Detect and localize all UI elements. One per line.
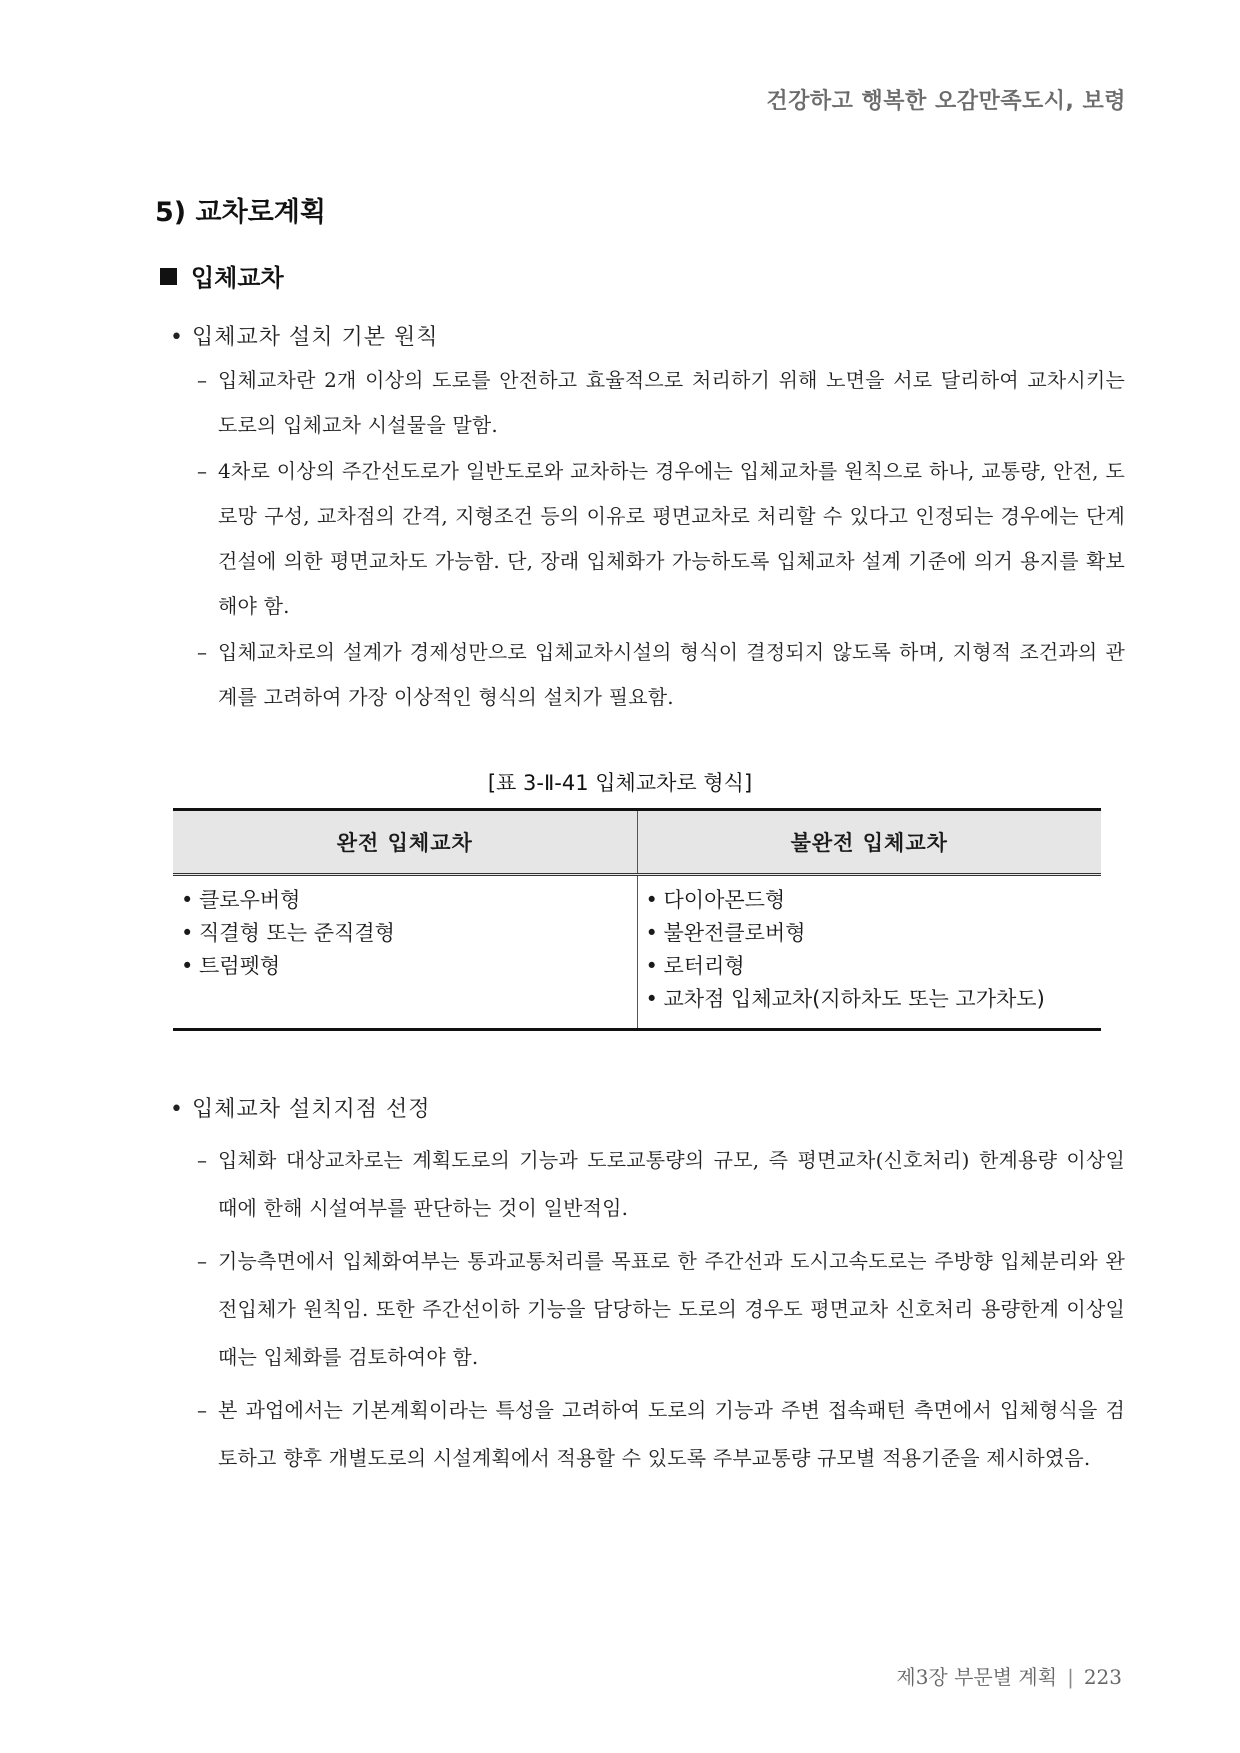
dash-icon: –: [197, 1249, 208, 1273]
table-cell-full: [173, 875, 637, 1030]
dash-item: – 입체교차란 2개 이상의 도로를 안전하고 효율적으로 처리하기 위해 노면을 서로 달리하여 교차시키는 도로의 입체교차 시설물을 말함.: [170, 358, 1125, 448]
bullet-block-site-selection: [170, 1090, 1125, 1487]
bullet-dot-icon: •: [181, 921, 194, 945]
page-number: 223: [1083, 1665, 1122, 1689]
dash-icon: –: [197, 1148, 208, 1172]
page-header-title: 건강하고 행복한 오감만족도시, 보령: [766, 89, 1126, 114]
table-cell-partial: [637, 875, 1101, 1030]
dash-item: – 입체화 대상교차로는 계획도로의 기능과 도로교통량의 규모, 즉 평면교차(신호처리) 한계용량 이상일 때에 한해 시설여부를 판단하는 것이 일반적임.: [170, 1136, 1125, 1232]
bullet-block-principles: [170, 318, 1125, 721]
intersection-type-table: [173, 808, 1101, 1031]
bullet-heading: • 입체교차 설치지점 선정: [170, 1090, 1125, 1130]
table-header-full: 완전 입체교차: [173, 810, 637, 875]
list-item: • 직결형 또는 준직결형: [179, 917, 637, 950]
dash-item: – 기능측면에서 입체화여부는 통과교통처리를 목표로 한 주간선과 도시고속도로는 주방향 입체분리와 완전입체가 원칙임. 또한 주간선이하 기능을 담당하는 도로의 경우도 평면교차 신호처리 용량한계 이상일 때는 입체화를 검토하여야 함.: [170, 1237, 1125, 1381]
bullet-dot-icon: •: [645, 888, 658, 912]
dash-icon: –: [197, 1398, 208, 1422]
list-item: • 클로우버형: [179, 884, 637, 917]
subsection-title: 입체교차: [191, 264, 284, 292]
list-item: • 다이아몬드형: [644, 884, 1102, 917]
bullet-dot-icon: •: [181, 888, 194, 912]
bullet-dot-icon: •: [645, 921, 658, 945]
bullet-dot-icon: •: [645, 954, 658, 978]
dash-icon: –: [197, 640, 208, 664]
bullet-dot-icon: •: [645, 987, 658, 1011]
list-item: • 교차점 입체교차(지하차도 또는 고가차도): [644, 983, 1102, 1016]
dash-icon: –: [197, 459, 208, 483]
table-row: [173, 875, 1101, 1030]
table-caption: [표 3-Ⅱ-41 입체교차로 형식]: [487, 771, 753, 795]
dash-icon: –: [197, 368, 208, 392]
subsection-heading: [160, 258, 284, 293]
bullet-heading: • 입체교차 설치 기본 원칙: [170, 318, 1125, 358]
dash-item: – 입체교차로의 설계가 경제성만으로 입체교차시설의 형식이 결정되지 않도록 하며, 지형적 조건과의 관계를 고려하여 가장 이상적인 형식의 설치가 필요함.: [170, 630, 1125, 720]
page-footer: [896, 1661, 1122, 1690]
dash-item: – 본 과업에서는 기본계획이라는 특성을 고려하여 도로의 기능과 주변 접속패턴 측면에서 입체형식을 검토하고 향후 개별도로의 시설계획에서 적용할 수 있도록 주부교통량 규모별 적용기준을 제시하였음.: [170, 1386, 1125, 1482]
table-header-row: [173, 810, 1101, 875]
square-bullet-icon: [160, 268, 177, 285]
list-item: • 로터리형: [644, 950, 1102, 983]
bullet-dot-icon: •: [170, 325, 184, 350]
footer-chapter: 제3장 부문별 계획: [896, 1665, 1058, 1689]
footer-separator: |: [1067, 1665, 1074, 1689]
section-title: 5) 교차로계획: [155, 197, 326, 228]
table-header-partial: 불완전 입체교차: [637, 810, 1101, 875]
dash-item: – 4차로 이상의 주간선도로가 일반도로와 교차하는 경우에는 입체교차를 원칙으로 하나, 교통량, 안전, 도로망 구성, 교차점의 간격, 지형조건 등의 이유로 평면교차로 처리할 수 있다고 인정되는 경우에는 단계건설에 의한 평면교차도 가능함. 단, 장래 입체화가 가능하도록 입체교차 설계 기준에 의거 용지를 확보해야 함.: [170, 449, 1125, 629]
bullet-dot-icon: •: [170, 1097, 184, 1122]
bullet-dot-icon: •: [181, 954, 194, 978]
list-item: • 트럼펫형: [179, 950, 637, 983]
list-item: • 불완전클로버형: [644, 917, 1102, 950]
